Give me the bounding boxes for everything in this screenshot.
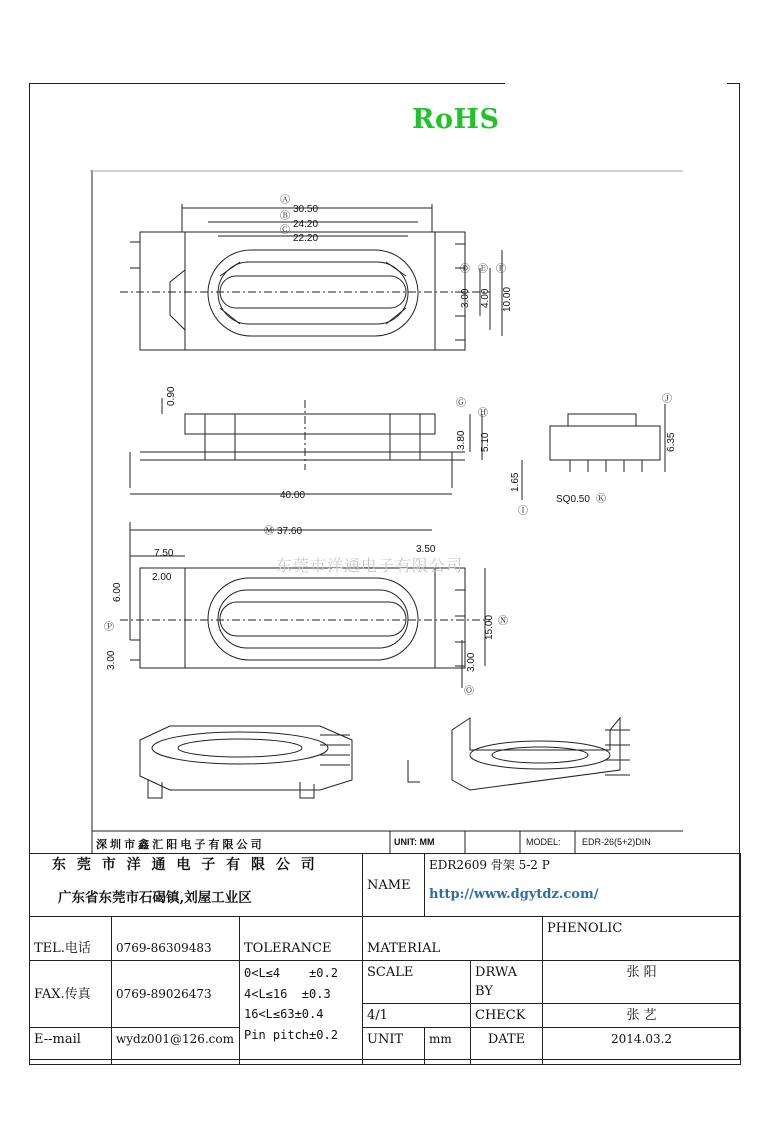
fax-label: FAX.传真 xyxy=(34,986,91,1002)
tel-label-cell xyxy=(30,917,112,961)
dim-6-35: 6.35 xyxy=(666,432,677,452)
company-cell xyxy=(30,854,363,917)
date-value: 2014.03.2 xyxy=(610,1032,673,1046)
check-label-cell xyxy=(471,1004,543,1028)
dim-f-label: Ⓕ xyxy=(496,264,506,275)
dim-37-60: 37.60 xyxy=(277,526,303,537)
rohs-mark: RoHS xyxy=(412,104,500,135)
tolerance-line-1: 0<L≤4 ±0.2 xyxy=(244,966,338,980)
dim-40-00: 40.00 xyxy=(280,490,306,501)
dim-b-label: Ⓑ xyxy=(280,211,290,222)
dim-o-label: Ⓞ xyxy=(464,686,474,697)
dim-a: 30.50 xyxy=(293,204,319,215)
dim-m-label: Ⓜ xyxy=(264,526,274,537)
strip-model: MODEL: xyxy=(526,837,561,847)
dim-15-00: 15.00 xyxy=(484,614,495,640)
tel-label: TEL.电话 xyxy=(34,941,91,956)
scale-label: SCALE xyxy=(367,965,414,980)
drawn-by-label: DRWA BY xyxy=(475,965,518,999)
tolerance-line-3: 16<L≤63±0.4 xyxy=(244,1007,324,1021)
fax-value-cell xyxy=(112,961,240,1028)
part-name: EDR2609 骨架 5-2 P xyxy=(429,858,550,872)
material-label-cell xyxy=(363,917,543,961)
header-mask xyxy=(505,80,727,106)
dim-10-00: 10.00 xyxy=(502,286,513,312)
date-value-cell xyxy=(543,1028,741,1065)
strip-part: EDR-26(5+2)DIN xyxy=(582,837,651,847)
unit-label-cell xyxy=(363,1028,425,1065)
name-value-cell xyxy=(425,854,741,917)
fax-value: 0769-89026473 xyxy=(116,986,212,1001)
unit-value: mm xyxy=(429,1032,452,1046)
email-value: wydz001@126.com xyxy=(116,1032,235,1046)
strip-company: 深 圳 市 鑫 汇 阳 电 子 有 限 公 司 xyxy=(96,839,262,851)
date-label-cell xyxy=(471,1028,543,1065)
material-value-cell xyxy=(543,917,741,961)
dim-e-label: Ⓔ xyxy=(478,264,488,275)
dim-j-label: Ⓙ xyxy=(662,394,672,405)
check-value: 张 艺 xyxy=(626,1008,657,1023)
dim-1-65: 1.65 xyxy=(510,472,521,492)
unit-value-cell xyxy=(425,1028,471,1065)
dim-a-label: Ⓐ xyxy=(280,195,290,206)
scale-label-cell xyxy=(363,961,471,1004)
email-label-cell xyxy=(30,1028,112,1065)
dim-n-label: Ⓝ xyxy=(498,616,508,627)
dim-7-50: 7.50 xyxy=(154,548,174,559)
dim-c: 22.20 xyxy=(293,233,319,244)
date-label: DATE xyxy=(487,1032,526,1047)
tel-value-cell xyxy=(112,917,240,961)
dim-6-00: 6.00 xyxy=(112,582,123,602)
dim-k-label: Ⓚ xyxy=(596,494,606,505)
dim-3-50: 3.50 xyxy=(416,544,436,555)
dim-c-label: Ⓒ xyxy=(280,225,290,236)
check-value-cell xyxy=(543,1004,741,1028)
dim-i-label: Ⓘ xyxy=(518,506,528,517)
dim-3-00a: 3.00 xyxy=(460,288,471,308)
drawn-by-value: 张 阳 xyxy=(626,965,657,980)
email-value-cell xyxy=(112,1028,240,1065)
dim-3-00b: 3.00 xyxy=(106,650,117,670)
website-link[interactable]: http://www.dgytdz.com/ xyxy=(429,887,599,902)
dim-3-00c: 3.00 xyxy=(466,652,477,672)
dim-0-90: 0.90 xyxy=(166,386,177,406)
tolerance-line-4: Pin pitch±0.2 xyxy=(244,1027,338,1042)
tolerance-line-2: 4<L≤16 ±0.3 xyxy=(244,986,331,1001)
title-block xyxy=(29,853,741,1065)
material-value: PHENOLIC xyxy=(547,921,623,936)
drawn-by-label-cell xyxy=(471,961,543,1004)
tolerance-label-cell xyxy=(240,917,363,961)
dim-d-label: Ⓓ xyxy=(460,264,470,275)
watermark: 东莞市洋通电子有限公司 xyxy=(276,556,464,575)
company-name: 东 莞 市 洋 通 电 子 有 限 公 司 xyxy=(52,857,318,873)
unit-label: UNIT xyxy=(367,1032,404,1047)
dim-p-label: Ⓟ xyxy=(104,622,114,633)
tolerance-label: TOLERANCE xyxy=(244,941,332,956)
name-label-cell xyxy=(363,854,425,917)
dim-g-label: Ⓖ xyxy=(456,398,466,409)
technical-drawing xyxy=(90,170,683,853)
name-label: NAME xyxy=(367,877,411,893)
scale-value: 4/1 xyxy=(367,1008,388,1023)
dim-3-80: 3.80 xyxy=(456,430,467,450)
fax-label-cell xyxy=(30,961,112,1028)
material-label: MATERIAL xyxy=(367,941,441,956)
drawn-by-value-cell xyxy=(543,961,741,1004)
dim-5-10: 5.10 xyxy=(480,432,491,452)
dim-2-00: 2.00 xyxy=(152,572,172,583)
check-label: CHECK xyxy=(475,1008,526,1023)
dim-sq: SQ0.50 xyxy=(556,494,590,505)
tolerance-values-cell xyxy=(240,961,363,1065)
dim-4-00: 4.00 xyxy=(480,288,491,308)
strip-unit: UNIT: MM xyxy=(394,837,435,847)
tel-value: 0769-86309483 xyxy=(116,941,212,955)
dim-b: 24.20 xyxy=(293,219,319,230)
scale-value-cell xyxy=(363,1004,471,1028)
company-address: 广东省东莞市石碣镇,刘屋工业区 xyxy=(58,890,252,906)
dim-h-label: Ⓗ xyxy=(478,408,488,419)
email-label: E--mail xyxy=(34,1032,81,1047)
